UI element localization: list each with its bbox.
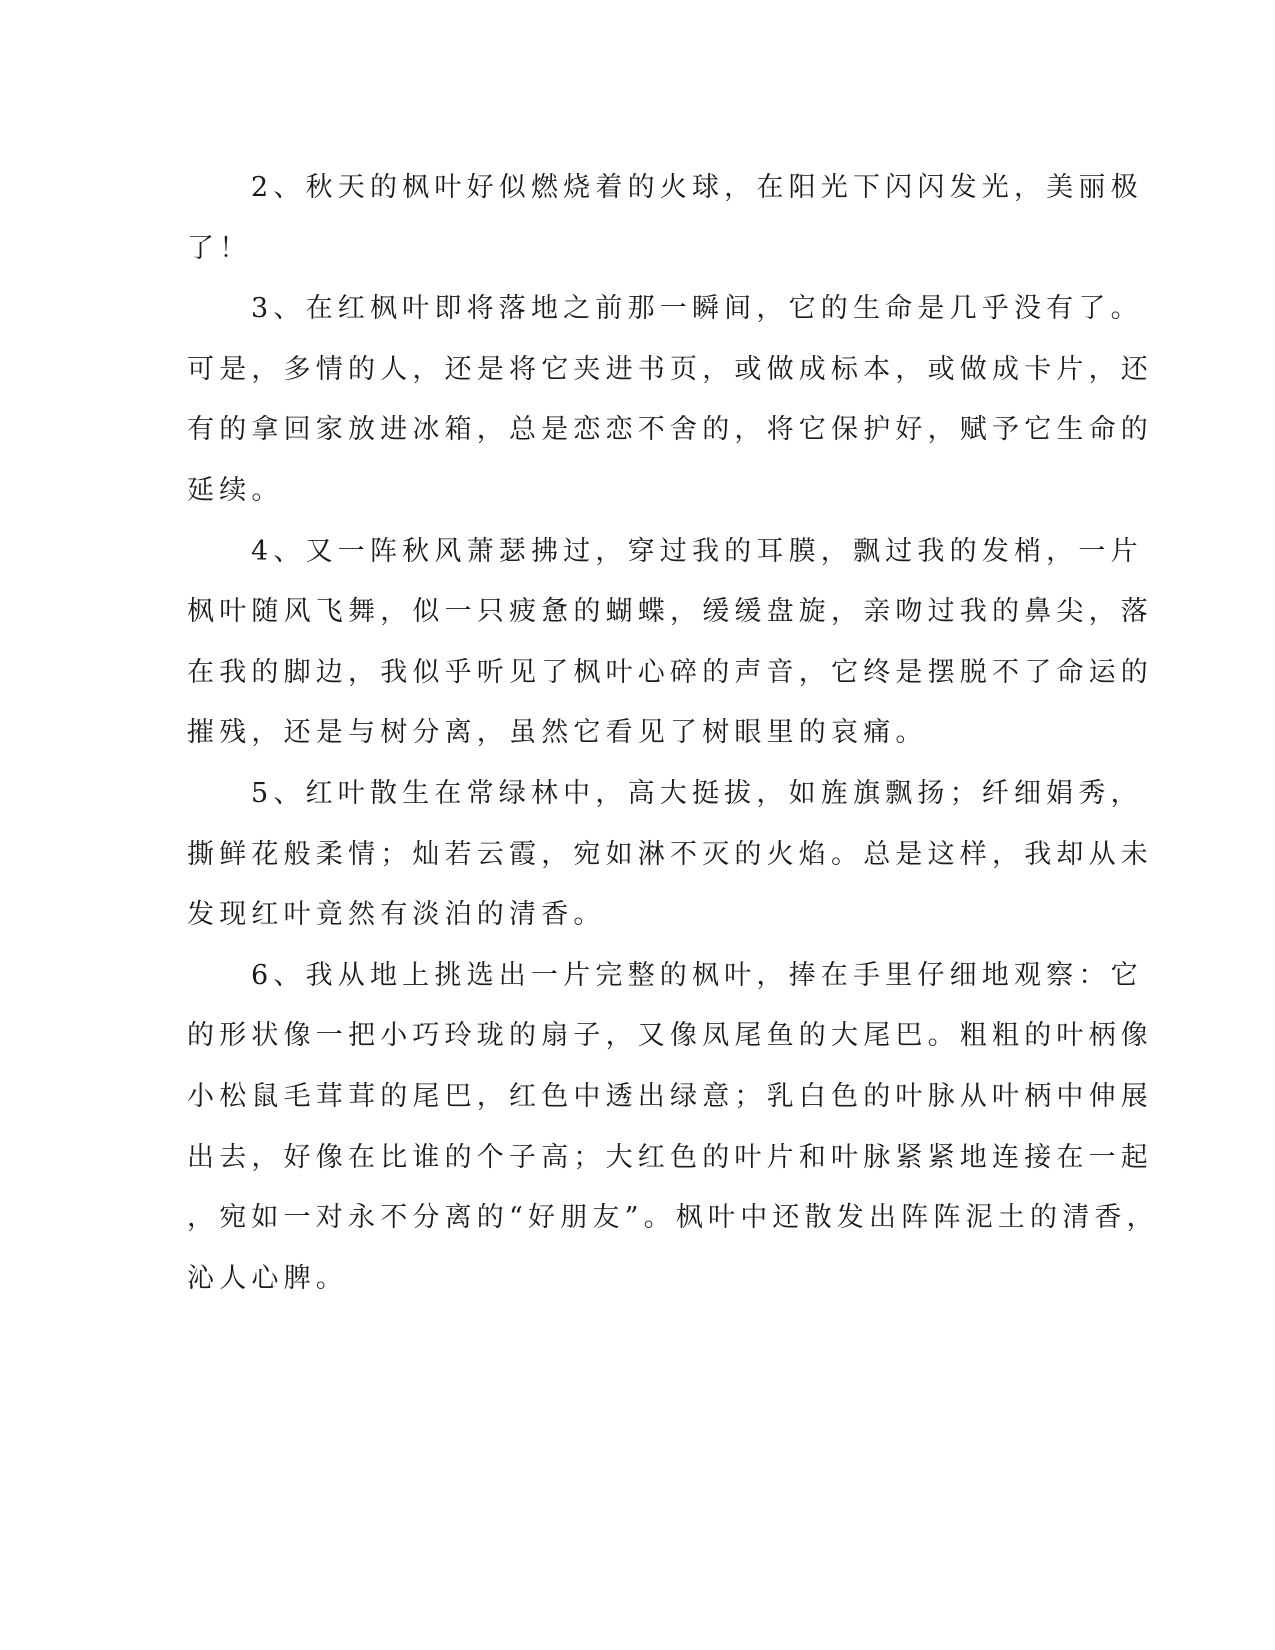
paragraph-6 [187, 946, 1159, 1310]
text-line: 3、在红枫叶即将落地之前那一瞬间，它的生命是几乎没有了。 [251, 293, 1143, 325]
paragraph-4 [187, 522, 1153, 764]
text-line: 摧残，还是与树分离，虽然它看见了树眼里的哀痛。 [187, 717, 928, 749]
text-line: 5、红叶散生在常绿林中，高大挺拔，如旌旗飘扬；纤细娟秀， [251, 777, 1143, 809]
text-line: 4、又一阵秋风萧瑟拂过，穿过我的耳膜，飘过我的发梢，一片 [251, 535, 1143, 567]
text-line: 出去，好像在比谁的个子高；大红色的叶片和叶脉紧紧地连接在一起 [187, 1141, 1153, 1173]
text-line: 发现红叶竟然有淡泊的清香。 [187, 899, 606, 931]
text-line: 在我的脚边，我似乎听见了枫叶心碎的声音，它终是摆脱不了命运的 [187, 656, 1153, 688]
paragraph-2 [187, 158, 1143, 279]
paragraph-3 [187, 279, 1153, 521]
text-line: 小松鼠毛茸茸的尾巴，红色中透出绿意；乳白色的叶脉从叶柄中伸展 [187, 1080, 1153, 1112]
document-body [187, 158, 1159, 1309]
text-line: 沁人心脾。 [187, 1262, 348, 1294]
text-line: 的形状像一把小巧玲珑的扇子，又像凤尾鱼的大尾巴。粗粗的叶柄像 [187, 1020, 1153, 1052]
text-line: 了！ [187, 232, 252, 264]
text-line: ，宛如一对永不分离的“好朋友”。枫叶中还散发出阵阵泥土的清香， [187, 1202, 1159, 1234]
paragraph-5 [187, 764, 1153, 946]
text-line: 撕鲜花般柔情；灿若云霞，宛如淋不灭的火焰。总是这样，我却从未 [187, 838, 1153, 870]
text-line: 6、我从地上挑选出一片完整的枫叶，捧在手里仔细地观察：它 [251, 959, 1143, 991]
text-line: 延续。 [187, 474, 284, 506]
text-line: 枫叶随风飞舞，似一只疲惫的蝴蝶，缓缓盘旋，亲吻过我的鼻尖，落 [187, 596, 1153, 628]
text-line: 有的拿回家放进冰箱，总是恋恋不舍的，将它保护好，赋予它生命的 [187, 414, 1153, 446]
text-line: 2、秋天的枫叶好似燃烧着的火球，在阳光下闪闪发光，美丽极 [251, 172, 1143, 203]
text-line: 可是，多情的人，还是将它夹进书页，或做成标本，或做成卡片，还 [187, 353, 1153, 385]
